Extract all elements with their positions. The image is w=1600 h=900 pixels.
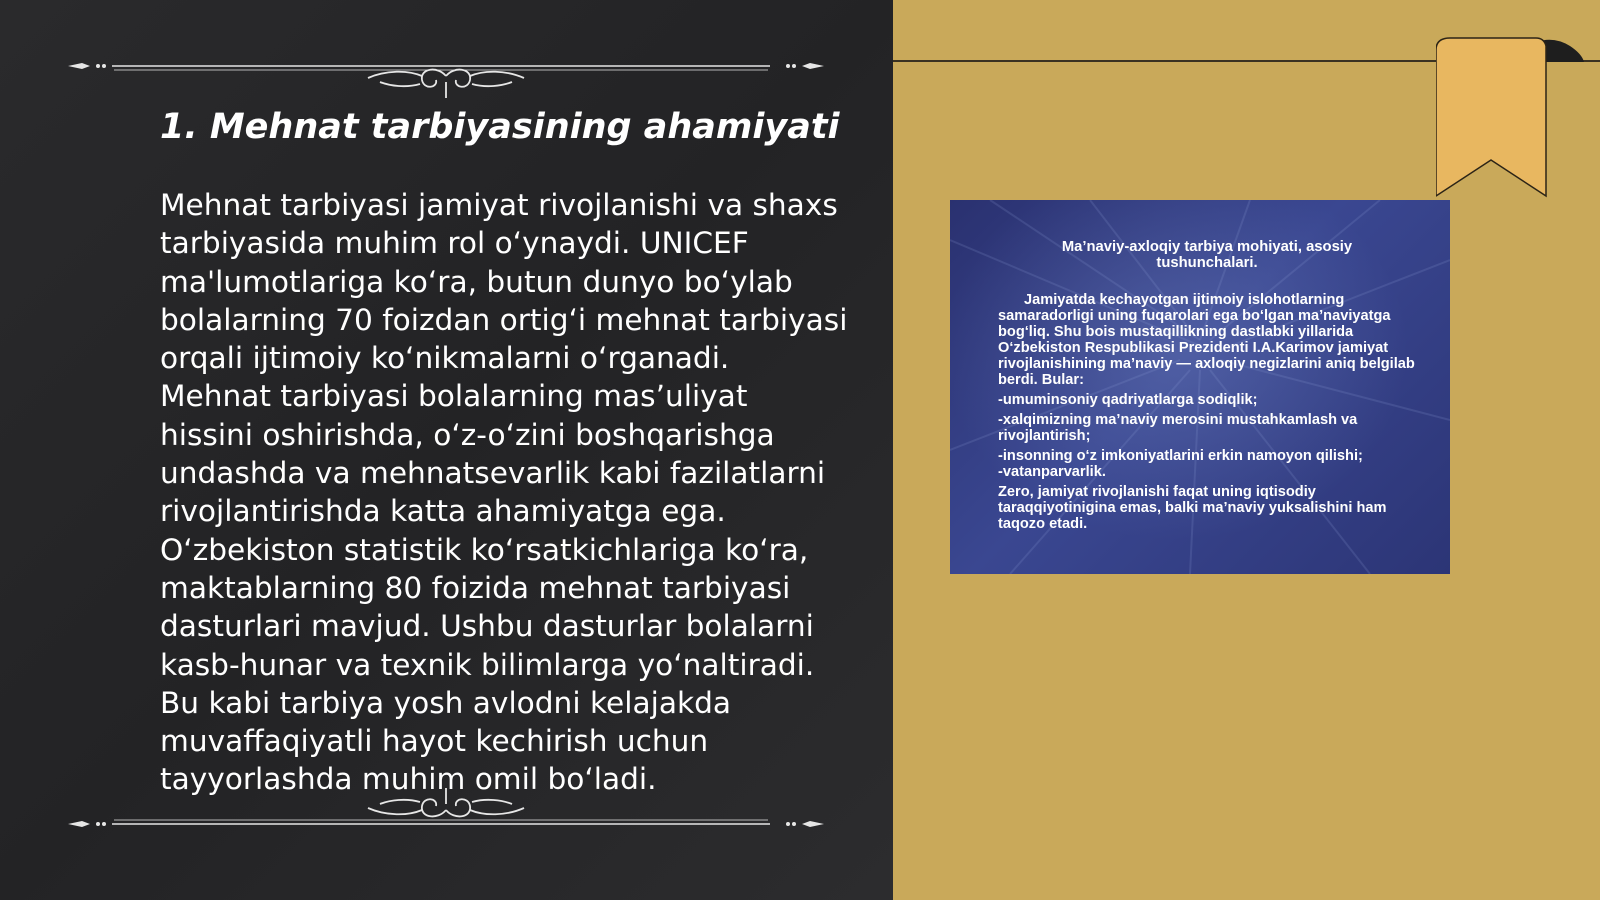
card-conclusion: Zero, jamiyat rivojlanishi faqat uning iqtisodiy taraqqiyotinigina emas, balki ma’naviy yuksalishini ham taqozo etadi. xyxy=(998,484,1387,532)
slide-body-text: Mehnat tarbiyasi jamiyat rivojlanishi va shaxs tarbiyasida muhim rol o‘ynaydi. UNICEF ma'lumotlariga ko‘ra, butun dunyo bo‘ylab bolalarning 70 foizdan ortig‘i mehnat tarbiyasi orqali ijtimoiy ko‘nikmalarni o‘rganadi. Mehnat tarbiyasi bolalarning mas’uliyat hissini oshirishda, o‘z-o‘zini boshqarishga undashda va mehnatsevarlik kabi fazilatlarni rivojlantirishda katta ahamiyatga ega. O‘zbekiston statistik ko‘rsatkichlariga ko‘ra, maktablarning 80 foizida mehnat tarbiyasi dasturlari mavjud. Ushbu dasturlar bolalarni kasb-hunar va texnik bilimlarga yo‘naltiradi. Bu kabi tarbiya yosh avlodni kelajakda muvaffaqiyatli hayot kechirish uchun tayyorlashda muhim omil bo‘ladi. xyxy=(160,188,848,797)
card-list-item: -umuminsoniy qadriyatlarga sodiqlik; xyxy=(998,392,1258,408)
ornamental-divider-top xyxy=(68,42,824,102)
card-list-item: -vatanparvarlik. xyxy=(998,464,1106,480)
card-title: Ma’naviy-axloqiy tarbiya mohiyati, asosiy tushunchalari. xyxy=(1061,239,1353,271)
inset-text-card xyxy=(950,200,1450,574)
card-list-item: -insonning o‘z imkoniyatlarini erkin namoyon qilishi; xyxy=(998,448,1363,464)
card-intro-paragraph: Jamiyatda kechayotgan ijtimoiy islohotlarning samaradorligi uning fuqarolari ega bo‘lgan ma’naviyatga bog‘liq. Shu bois mustaqillikning dastlabki yillarida O‘zbekiston Respublikasi Prezidenti I.A.Karimov jamiyat rivojlanishining ma’naviy — axloqiy negizlarini aniq belgilab berdi. Bular: xyxy=(998,292,1415,388)
card-list-item: -xalqimizning ma’naviy merosini mustahkamlash va rivojlantirish; xyxy=(998,412,1358,444)
bookmark-ribbon-icon xyxy=(1436,36,1596,201)
slide-title: 1. Mehnat tarbiyasining ahamiyati xyxy=(160,107,840,147)
